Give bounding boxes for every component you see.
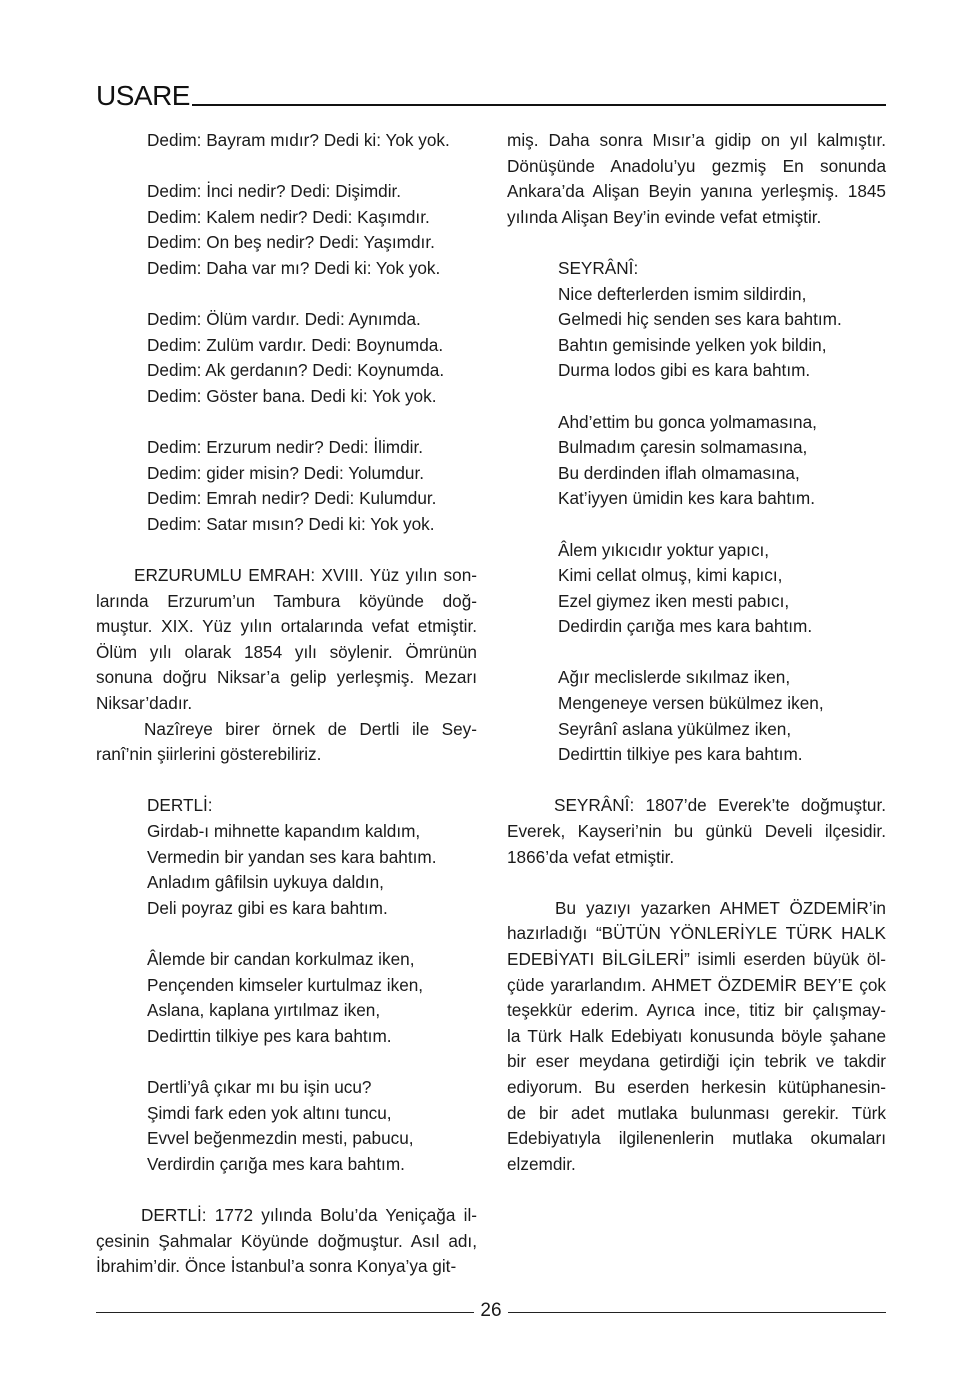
verse-line: Girdab-ı mihnette kapandım kaldım, (147, 821, 421, 842)
text-line: SEYRÂNÎ: 1807’de Everek’te doğmuştur. (554, 795, 886, 816)
verse-line: Dedim: Erzurum nedir? Dedi: İlimdir. (147, 437, 424, 458)
text-line: Bu yazıyı yazarken AHMET ÖZDEMİR’in (555, 897, 886, 918)
poem-seyrani (507, 256, 886, 768)
verse-line: Kimi cellat olmuş, kimi kapıcı, (558, 565, 783, 586)
verse-line: Evvel beğenmezdin mesti, pabucu, (147, 1128, 414, 1149)
text-line: Edebiyatıyla ilgilenenlerin mutlaka okumaları (507, 1128, 886, 1149)
verse-line: Dedim: Zulüm vardır. Dedi: Boynumda. (147, 334, 444, 355)
text-line: miş. Daha sonra Mısır’a gidip on yıl kalmıştır. (507, 130, 886, 150)
verse-line: Ezel giymez iken mesti pabıcı, (558, 590, 790, 611)
left-column (96, 128, 477, 1280)
footer-rule-left (96, 1312, 474, 1313)
verse-line: Dedim: Göster bana. Dedi ki: Yok yok. (147, 385, 437, 406)
stanza-break (147, 1049, 477, 1075)
verse-line: Dedim: İnci nedir? Dedi: Dişimdir. (147, 181, 402, 202)
text-line: Ölüm yılı olarak 1854 yılı söylenir. Ömrünün (96, 641, 477, 662)
text-line: Niksar’dadır. (96, 693, 193, 714)
text-line: ranî’nin şiirlerini gösterebiliriz. (96, 744, 322, 765)
verse-line: Dedim: On beş nedir? Dedi: Yaşımdır. (147, 232, 435, 253)
verse-line: Dedim: Kalem nedir? Dedi: Kaşımdır. (147, 206, 430, 227)
verse-line: Dedim: Ak gerdanın? Dedi: Koynumda. (147, 360, 445, 381)
header-rule (192, 104, 886, 106)
stanza-break (558, 640, 886, 666)
text-line: ERZURUMLU EMRAH: XVIII. Yüz yılın son- (134, 565, 477, 586)
poem-dertli (96, 793, 477, 1177)
text-line: sonuna doğru Niksar’a gelip yerleşmiş. Mezarı (96, 667, 477, 688)
text-line: İbrahim’dir. Önce İstanbul’a sonra Konya’ya git- (96, 1256, 457, 1277)
verse-line: Verdirdin çarığa mes kara bahtım. (147, 1153, 405, 1174)
paragraph-dertli-bio-continued (507, 128, 886, 230)
text-line: DERTLİ: 1772 yılında Bolu’da Yeniçağa il- (141, 1204, 477, 1225)
text-line: muştur. XIX. Yüz yılın ortalarında vefat etmiştir. (96, 616, 477, 637)
verse-line: Şimdi fark eden yok altını tuncu, (147, 1102, 392, 1123)
text-line: çüde yararlandım. AHMET ÖZDEMİR BEY’E çok (507, 974, 886, 995)
verse-line: Ahd’ettim bu gonca yolmamasına, (558, 411, 817, 432)
text-line: Ankara’da Alişan Beyin yanına yerleşmiş. 1845 (507, 181, 886, 202)
right-column (507, 128, 886, 1177)
paragraph-acknowledgement (507, 896, 886, 1178)
verse-line: Pençenden kimseler kurtulmaz iken, (147, 974, 424, 995)
text-line: Everek, Kayseri’nin bu günkü Develi ilçesidir. (507, 821, 886, 842)
verse-line: Deli poyraz gibi es kara bahtım. (147, 897, 388, 918)
page-number: 26 (480, 1300, 502, 1321)
text-line: 1866’da vefat etmiştir. (507, 846, 675, 867)
verse-line: Dedim: Satar mısın? Dedi ki: Yok yok. (147, 513, 435, 534)
verse-line: Bu derdinden iflah olmamasına, (558, 462, 800, 483)
verse-line: Nice defterlerden ismim sildirdin, (558, 283, 807, 304)
stanza-break (558, 512, 886, 538)
verse-line: DERTLİ: (147, 795, 213, 816)
verse-line: Dedirttin tilkiye pes kara bahtım. (147, 1025, 392, 1046)
text-line: EDEBİYATI BİLGİLERİ” isimli eserden büyük öl- (507, 949, 886, 969)
text-line: teşekkür ederim. Ayrıca ince, titiz bir çalışmay- (507, 1000, 886, 1021)
paragraph-nazire (96, 717, 477, 768)
verse-line: Bahtın gemisinde yelken yok bildin, (558, 334, 827, 355)
text-line: yılında Alişan Bey’in evinde vefat etmiştir. (507, 206, 822, 227)
text-line: Nazîreye birer örnek de Dertli ile Sey- (144, 718, 477, 739)
verse-line: Anladım gâfilsin uykuya daldın, (147, 872, 384, 893)
stanza-break (558, 384, 886, 410)
verse-line: Aslana, kaplana yırtılmaz iken, (147, 1000, 381, 1021)
verse-line: Durma lodos gibi es kara bahtım. (558, 360, 811, 381)
text-line: bir eser meydana getirdiği için tebrik ve takdir (507, 1051, 886, 1072)
verse-line: Dedim: Emrah nedir? Dedi: Kulumdur. (147, 488, 437, 509)
verse-line: Dedim: Ölüm vardır. Dedi: Aynımda. (147, 309, 421, 330)
text-line: ediyorum. Bu eserden herkesin kütüphanesin- (507, 1076, 886, 1097)
verse-line: Vermedin bir yandan ses kara bahtım. (147, 846, 437, 867)
verse-line: Dedim: gider misin? Dedi: Yolumdur. (147, 462, 425, 483)
verse-line: Ağır meclislerde sıkılmaz iken, (558, 667, 791, 688)
verse-line: Dedirdin çarığa mes kara bahtım. (558, 616, 813, 637)
text-line: de bir adet mutlaka bulunması gerekir. Türk (507, 1102, 886, 1123)
verse-line: Gelmedi hiç senden ses kara bahtım. (558, 309, 842, 330)
stanza-break (147, 410, 477, 436)
stanza-break (147, 282, 477, 308)
verse-line: SEYRÂNÎ: (558, 257, 639, 278)
page-header (96, 78, 886, 110)
paragraph-seyrani-bio (507, 793, 886, 870)
page-footer (96, 1300, 886, 1324)
text-line: la Türk Halk Edebiyatı konusunda böyle şahane (507, 1025, 886, 1046)
text-line: çesinin Şahmalar Köyünde doğmuştur. Asıl adı, (96, 1230, 477, 1251)
verse-line: Bulmadım çaresin solmamasına, (558, 437, 808, 458)
stanza-break (147, 921, 477, 947)
verse-line: Dedim: Bayram mıdır? Dedi ki: Yok yok. (147, 130, 450, 150)
text-line: elzemdir. (507, 1153, 576, 1174)
paragraph-dertli-bio (96, 1203, 477, 1280)
text-line: larında Erzurum’un Tambura köyünde doğ- (96, 590, 477, 611)
verse-line: Kat’iyyen ümidin kes kara bahtım. (558, 488, 815, 509)
verse-line: Dedirttin tilkiye pes kara bahtım. (558, 744, 803, 765)
stanza-break (147, 154, 477, 180)
verse-line: Dertli’yâ çıkar mı bu işin ucu? (147, 1076, 372, 1097)
text-line: hazırladığı “BÜTÜN YÖNLERİYLE TÜRK HALK (507, 923, 886, 944)
verse-line: Âlem yıkıcıdır yoktur yapıcı, (558, 539, 770, 560)
poem-emrah (96, 128, 477, 538)
journal-title: USARE (96, 80, 190, 111)
verse-line: Âlemde bir candan korkulmaz iken, (147, 949, 415, 969)
text-line: Dönüşünde Anadolu’yu gezmiş En sonunda (507, 155, 886, 176)
paragraph-emrah-bio (96, 563, 477, 717)
verse-line: Seyrânî aslana yükülmez iken, (558, 718, 792, 739)
verse-line: Mengeneye versen bükülmez iken, (558, 693, 824, 714)
verse-line: Dedim: Daha var mı? Dedi ki: Yok yok. (147, 257, 441, 278)
footer-rule-right (508, 1312, 886, 1313)
